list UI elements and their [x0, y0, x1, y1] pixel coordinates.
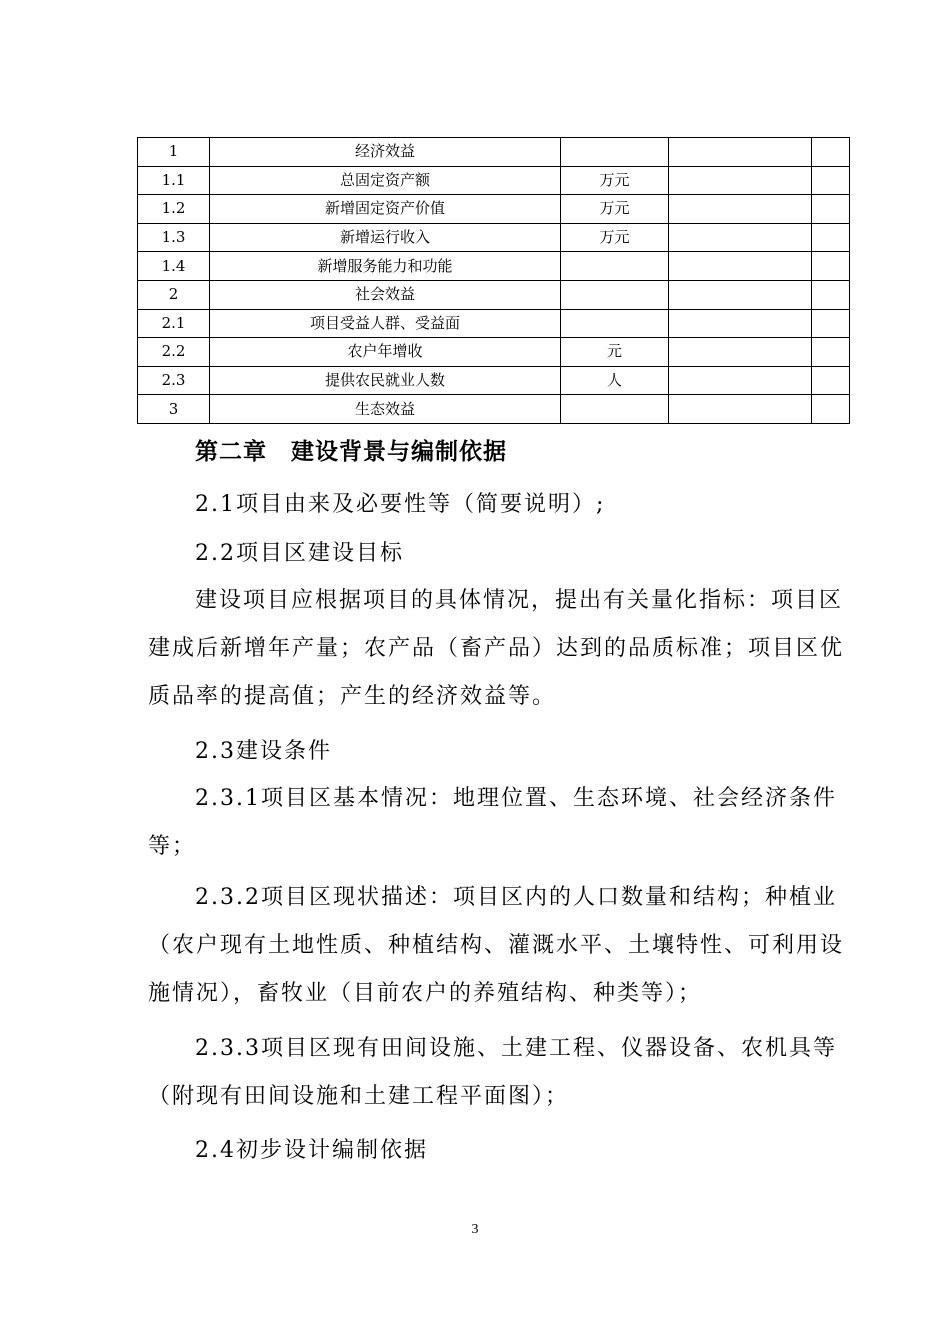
table-cell-item: 农户年增收: [210, 338, 561, 367]
table-row: [138, 395, 850, 424]
table-cell-no: 1: [138, 138, 210, 167]
table-cell-c4: [669, 252, 812, 281]
section-2-2-body: 建设项目应根据项目的具体情况，提出有关量化指标：项目区建成后新增年产量；农产品（畜产品）达到的品质标准；项目区优质品率的提高值；产生的经济效益等。: [148, 588, 845, 709]
section-2-1: 2.1项目由来及必要性等（简要说明）;: [195, 492, 606, 517]
table-cell-c4: [669, 395, 812, 424]
table-cell-c5: [812, 309, 850, 338]
table-cell-c5: [812, 138, 850, 167]
section-2-3-3: 2.3.3项目区现有田间设施、土建工程、仪器设备、农机具等（附现有田间设施和土建工程平面图）；: [148, 1036, 837, 1109]
table-cell-unit: 元: [561, 338, 669, 367]
section-2-3-1: 2.3.1项目区基本情况：地理位置、生态环境、社会经济条件等；: [148, 786, 837, 859]
table-cell-c4: [669, 138, 812, 167]
table-cell-item: 社会效益: [210, 280, 561, 309]
table-cell-unit: [561, 395, 669, 424]
table-cell-unit: [561, 280, 669, 309]
table-cell-c5: [812, 366, 850, 395]
table-cell-no: 2.1: [138, 309, 210, 338]
table-cell-item: 新增服务能力和功能: [210, 252, 561, 281]
table-cell-c4: [669, 366, 812, 395]
table-row: [138, 166, 850, 195]
table-cell-no: 2: [138, 280, 210, 309]
table-row: [138, 309, 850, 338]
table-row: [138, 223, 850, 252]
section-2-3-2: 2.3.2项目区现状描述：项目区内的人口数量和结构；种植业（农户现有土地性质、种植结构、灌溉水平、土壤特性、可利用设施情况），畜牧业（目前农户的养殖结构、种类等）；: [148, 885, 845, 1006]
table-cell-item: 新增固定资产价值: [210, 195, 561, 224]
table-cell-c5: [812, 195, 850, 224]
table-cell-no: 1.4: [138, 252, 210, 281]
section-2-2: 2.2项目区建设目标: [195, 541, 404, 566]
table-cell-unit: [561, 252, 669, 281]
table-cell-c5: [812, 338, 850, 367]
section-2-3: 2.3建设条件: [195, 739, 332, 764]
page-number: 3: [471, 1222, 479, 1237]
table-cell-item: 生态效益: [210, 395, 561, 424]
benefit-table-body: [138, 138, 850, 424]
table-cell-c4: [669, 309, 812, 338]
table-row: [138, 338, 850, 367]
table-cell-c5: [812, 223, 850, 252]
table-cell-unit: [561, 309, 669, 338]
table-row: [138, 195, 850, 224]
table-cell-c4: [669, 223, 812, 252]
benefit-table: [137, 137, 850, 424]
table-cell-no: 2.3: [138, 366, 210, 395]
table-row: [138, 138, 850, 167]
table-cell-unit: 万元: [561, 223, 669, 252]
table-row: [138, 252, 850, 281]
table-cell-unit: [561, 138, 669, 167]
chapter-title: 第二章 建设背景与编制依据: [195, 438, 507, 465]
table-cell-item: 项目受益人群、受益面: [210, 309, 561, 338]
table-cell-unit: 万元: [561, 195, 669, 224]
table-cell-c4: [669, 195, 812, 224]
table-cell-c5: [812, 280, 850, 309]
table-cell-c5: [812, 395, 850, 424]
table-cell-c4: [669, 280, 812, 309]
table-cell-item: 总固定资产额: [210, 166, 561, 195]
table-cell-c5: [812, 252, 850, 281]
table-cell-no: 2.2: [138, 338, 210, 367]
table-cell-item: 新增运行收入: [210, 223, 561, 252]
table-cell-item: 经济效益: [210, 138, 561, 167]
table-cell-unit: 万元: [561, 166, 669, 195]
table-cell-no: 1.3: [138, 223, 210, 252]
table-cell-no: 1.1: [138, 166, 210, 195]
table-cell-item: 提供农民就业人数: [210, 366, 561, 395]
section-2-4: 2.4初步设计编制依据: [195, 1138, 428, 1163]
table-cell-c4: [669, 338, 812, 367]
table-cell-no: 1.2: [138, 195, 210, 224]
table-cell-unit: 人: [561, 366, 669, 395]
table-cell-c5: [812, 166, 850, 195]
table-row: [138, 366, 850, 395]
table-cell-c4: [669, 166, 812, 195]
table-row: [138, 280, 850, 309]
table-cell-no: 3: [138, 395, 210, 424]
